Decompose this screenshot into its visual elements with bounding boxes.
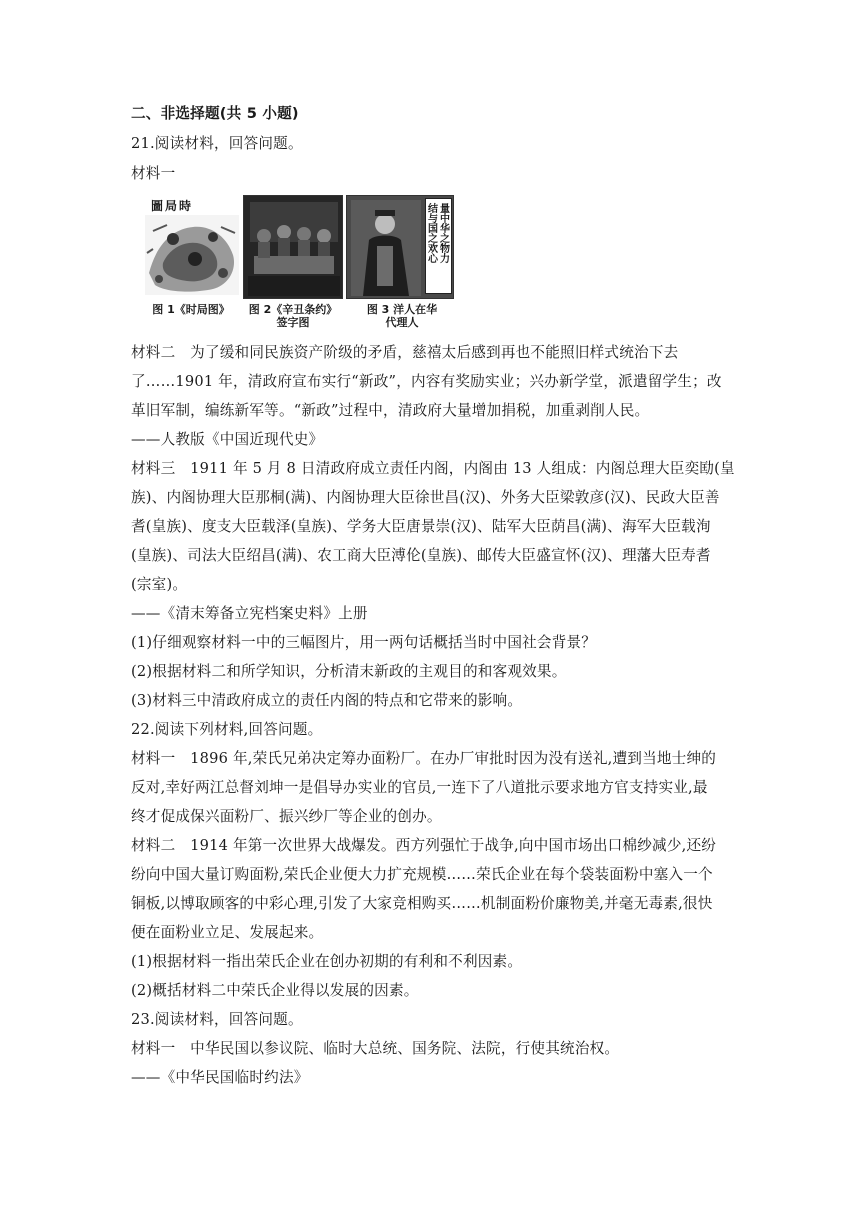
q21-material1-label: 材料一 bbox=[131, 165, 176, 182]
figure-1-caption: 图 1《时局图》 bbox=[152, 303, 230, 316]
shiju-tu-image bbox=[143, 195, 241, 299]
q21-m3-line-5: (宗室)。 bbox=[131, 576, 188, 593]
banner-column-2: 结与国之欢心 bbox=[428, 204, 438, 265]
q21-m2-source: ——人教版《中国近现代史》 bbox=[131, 431, 324, 448]
treaty-signing-icon bbox=[244, 196, 343, 299]
figure-2-caption-line1: 图 2《辛丑条约》 bbox=[248, 303, 338, 316]
q21-m2-line-2: 了……1901 年，清政府宣布实行“新政”，内容有奖励实业；兴办新学堂，派遣留学生；改 bbox=[131, 373, 722, 390]
banner-column-1: 量中华之物力 bbox=[440, 204, 450, 265]
q22-question-1: (1)根据材料一指出荣氏企业在创办初期的有利和不利因素。 bbox=[131, 953, 523, 970]
figure-row bbox=[143, 195, 463, 330]
q21-m3-line-1: 材料三 1911 年 5 月 8 日清政府成立责任内阁，内阁由 13 人组成：内阁总理大臣奕劻(皇 bbox=[131, 460, 735, 477]
cixi-photo bbox=[346, 195, 454, 299]
q22-m1-line-3: 终才促成保兴面粉厂、振兴纱厂等企业的创办。 bbox=[131, 808, 442, 825]
q21-stem: 21.阅读材料，回答问题。 bbox=[131, 135, 303, 152]
q21-m3-source: ——《清末筹备立宪档案史料》上册 bbox=[131, 605, 368, 622]
q21-question-1: (1)仔细观察材料一中的三幅图片，用一两句话概括当时中国社会背景？ bbox=[131, 634, 597, 651]
section-title: 二、非选择题(共 5 小题) bbox=[131, 105, 299, 122]
shiju-tu-title: 圖局時 bbox=[151, 199, 194, 213]
q22-m2-line-1: 材料二 1914 年第一次世界大战爆发。西方列强忙于战争,向中国市场出口棉纱减少,还纷 bbox=[131, 837, 717, 854]
q22-m1-line-1: 材料一 1896 年,荣氏兄弟决定筹办面粉厂。在办厂审批时因为没有送礼,遭到当地士绅的 bbox=[131, 750, 717, 767]
figure-3-caption-line2: 代理人 bbox=[385, 316, 419, 329]
q23-m1-line-1: 材料一 中华民国以参议院、临时大总统、国务院、法院，行使其统治权。 bbox=[131, 1040, 620, 1057]
figure-2-caption-line2: 签字图 bbox=[276, 316, 310, 329]
q21-question-2: (2)根据材料二和所学知识，分析清末新政的主观目的和客观效果。 bbox=[131, 663, 567, 680]
map-cartoon-icon bbox=[143, 213, 241, 297]
q21-m3-line-4: (皇族)、司法大臣绍昌(满)、农工商大臣溥伦(皇族)、邮传大臣盛宣怀(汉)、理藩大臣寿耆 bbox=[131, 547, 711, 564]
figure-3-caption-line1: 图 3 洋人在华 bbox=[366, 303, 438, 316]
q22-m2-line-2: 纷向中国大量订购面粉,荣氏企业便大力扩充规模……荣氏企业在每个袋装面粉中塞入一个 bbox=[131, 866, 713, 883]
q22-m1-line-2: 反对,幸好两江总督刘坤一是倡导办实业的官员,一连下了八道批示要求地方官支持实业,最 bbox=[131, 779, 708, 796]
q22-m2-line-4: 便在面粉业立足、发展起来。 bbox=[131, 924, 324, 941]
q23-m1-source: ——《中华民国临时约法》 bbox=[131, 1069, 309, 1086]
q21-m2-line-1: 材料二 为了缓和同民族资产阶级的矛盾，慈禧太后感到再也不能照旧样式统治下去 bbox=[131, 344, 679, 361]
q21-m2-line-3: 革旧军制，编练新军等。“新政”过程中，清政府大量增加捐税，加重剥削人民。 bbox=[131, 402, 650, 419]
q22-m2-line-3: 铜板,以博取顾客的中彩心理,引发了大家竞相购买……机制面粉价廉物美,并毫无毒素,很快 bbox=[131, 895, 713, 912]
q21-question-3: (3)材料三中清政府成立的责任内阁的特点和它带来的影响。 bbox=[131, 692, 523, 709]
quote-banner bbox=[425, 198, 452, 294]
q22-question-2: (2)概括材料二中荣氏企业得以发展的因素。 bbox=[131, 982, 419, 999]
q21-m3-line-2: 族)、内阁协理大臣那桐(满)、内阁协理大臣徐世昌(汉)、外务大臣梁敦彦(汉)、民政大臣善 bbox=[131, 489, 720, 506]
treaty-signing-photo bbox=[243, 195, 343, 299]
q23-stem: 23.阅读材料，回答问题。 bbox=[131, 1011, 303, 1028]
q22-stem: 22.阅读下列材料,回答问题。 bbox=[131, 721, 323, 738]
q21-m3-line-3: 耆(皇族)、度支大臣载泽(皇族)、学务大臣唐景崇(汉)、陆军大臣荫昌(满)、海军大臣载洵 bbox=[131, 518, 711, 535]
